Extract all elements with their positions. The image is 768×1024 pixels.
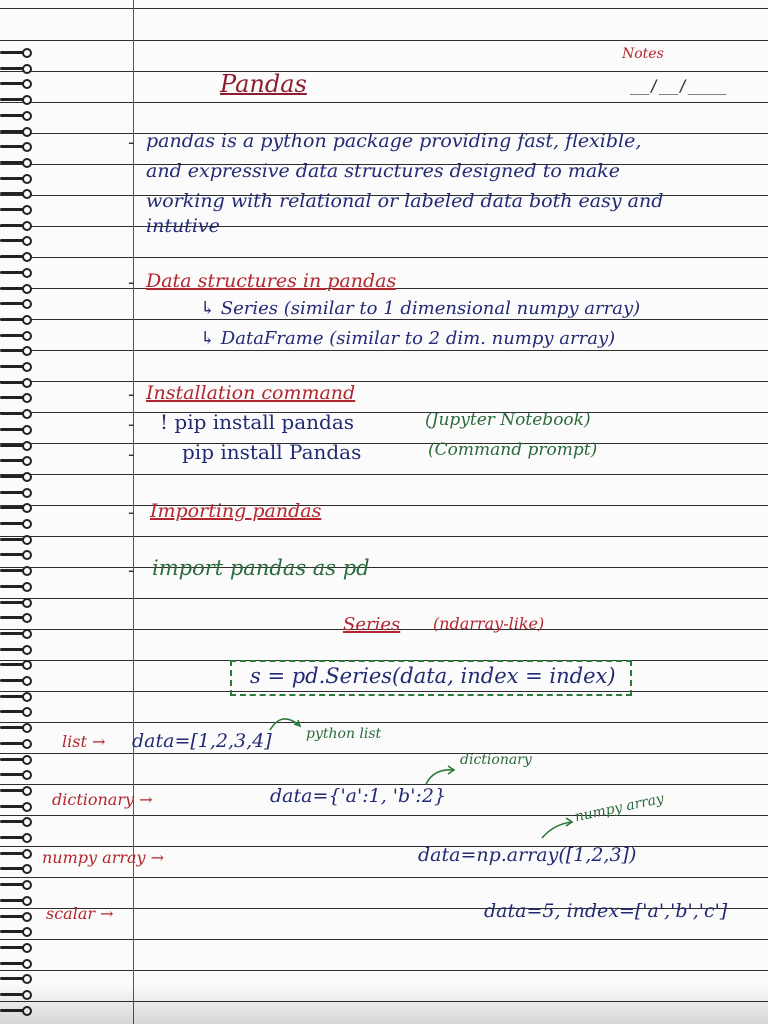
spiral-ring <box>0 676 36 686</box>
spiral-ring <box>0 943 36 953</box>
spiral-ring <box>0 519 36 529</box>
series-syntax: s = pd.Series(data, index = index) <box>250 664 616 688</box>
date-blank: __/__/____ <box>630 76 727 95</box>
spiral-ring <box>0 959 36 969</box>
spiral-ring <box>0 393 36 403</box>
spiral-ring <box>0 346 36 356</box>
bullet-mark: - <box>128 560 135 581</box>
spiral-ring <box>0 927 36 937</box>
spiral-ring <box>0 974 36 984</box>
spiral-ring <box>0 550 36 560</box>
install-cmd-jupyter: ! pip install pandas <box>160 410 355 434</box>
example-label-list: list → <box>62 732 106 751</box>
spiral-ring <box>0 817 36 827</box>
spiral-ring <box>0 158 36 168</box>
dataframe-item: ↳ DataFrame (similar to 2 dim. numpy array) <box>200 328 616 349</box>
intro-line-1: pandas is a python package providing fast, flexible, <box>146 130 642 152</box>
spiral-ring <box>0 315 36 325</box>
example-code-dictionary: data={'a':1, 'b':2} <box>270 785 446 807</box>
import-code: import pandas as pd <box>152 556 370 580</box>
spiral-ring <box>0 566 36 576</box>
series-subheading: (ndarray-like) <box>433 614 545 633</box>
spiral-ring <box>0 786 36 796</box>
example-note-dictionary: dictionary <box>460 752 532 768</box>
spiral-ring <box>0 739 36 749</box>
example-note-numpy: numpy array <box>573 790 666 826</box>
spiral-ring <box>0 692 36 702</box>
spiral-ring <box>0 174 36 184</box>
example-code-list: data=[1,2,3,4] <box>132 730 272 752</box>
spiral-ring <box>0 802 36 812</box>
spiral-ring <box>0 645 36 655</box>
spiral-ring <box>0 362 36 372</box>
spiral-ring <box>0 629 36 639</box>
spiral-ring <box>0 111 36 121</box>
installation-heading: Installation command <box>146 382 356 404</box>
spiral-ring <box>0 284 36 294</box>
example-note-list: python list <box>306 726 382 742</box>
spiral-ring <box>0 755 36 765</box>
spiral-ring <box>0 378 36 388</box>
install-cmd-prompt: pip install Pandas <box>182 440 362 464</box>
spiral-ring <box>0 472 36 482</box>
spiral-ring <box>0 236 36 246</box>
spiral-ring <box>0 268 36 278</box>
curved-arrow-icon <box>266 708 306 736</box>
curved-arrow-icon <box>538 814 578 842</box>
spiral-ring <box>0 613 36 623</box>
spiral-ring <box>0 833 36 843</box>
spiral-ring <box>0 409 36 419</box>
example-code-numpy: data=np.array([1,2,3]) <box>418 844 637 866</box>
spiral-ring <box>0 896 36 906</box>
notes-label: Notes <box>622 46 664 62</box>
intro-line-3: working with relational or labeled data both easy and <box>146 190 664 212</box>
spiral-ring <box>0 660 36 670</box>
spiral-ring <box>0 95 36 105</box>
spiral-ring <box>0 205 36 215</box>
bullet-mark: - <box>128 414 135 435</box>
spiral-ring <box>0 189 36 199</box>
example-label-numpy: numpy array → <box>42 848 165 867</box>
spiral-ring <box>0 488 36 498</box>
series-heading: Series <box>343 614 401 635</box>
spiral-ring <box>0 252 36 262</box>
series-item: ↳ Series (similar to 1 dimensional numpy array) <box>200 298 641 319</box>
curved-arrow-icon <box>420 762 460 788</box>
spiral-ring <box>0 912 36 922</box>
spiral-ring <box>0 64 36 74</box>
spiral-ring <box>0 441 36 451</box>
spiral-ring <box>0 79 36 89</box>
bullet-mark: - <box>128 132 135 153</box>
spiral-ring <box>0 535 36 545</box>
spiral-ring <box>0 48 36 58</box>
install-note-jupyter: (Jupyter Notebook) <box>425 410 591 430</box>
page-title: Pandas <box>220 70 307 98</box>
spiral-ring <box>0 142 36 152</box>
example-label-dictionary: dictionary → <box>52 790 153 809</box>
spiral-ring <box>0 1006 36 1016</box>
spiral-ring <box>0 127 36 137</box>
spiral-ring <box>0 331 36 341</box>
spiral-binding <box>0 0 40 1024</box>
example-label-scalar: scalar → <box>46 904 114 923</box>
spiral-ring <box>0 849 36 859</box>
spiral-ring <box>0 299 36 309</box>
install-note-prompt: (Command prompt) <box>428 440 598 460</box>
data-structures-heading: Data structures in pandas <box>146 270 397 292</box>
spiral-ring <box>0 864 36 874</box>
bullet-mark: - <box>128 384 135 405</box>
bullet-mark: - <box>128 444 135 465</box>
intro-line-4: intutive <box>146 215 220 237</box>
spiral-ring <box>0 990 36 1000</box>
spiral-ring <box>0 598 36 608</box>
spiral-ring <box>0 425 36 435</box>
spiral-ring <box>0 880 36 890</box>
spiral-ring <box>0 582 36 592</box>
spiral-ring <box>0 221 36 231</box>
spiral-ring <box>0 723 36 733</box>
importing-heading: Importing pandas <box>150 500 322 522</box>
spiral-ring <box>0 707 36 717</box>
spiral-ring <box>0 770 36 780</box>
spiral-ring <box>0 456 36 466</box>
example-code-scalar: data=5, index=['a','b','c'] <box>484 900 728 922</box>
bullet-mark: - <box>128 272 135 293</box>
spiral-ring <box>0 503 36 513</box>
bullet-mark: - <box>128 502 135 523</box>
intro-line-2: and expressive data structures designed to make <box>146 160 620 182</box>
